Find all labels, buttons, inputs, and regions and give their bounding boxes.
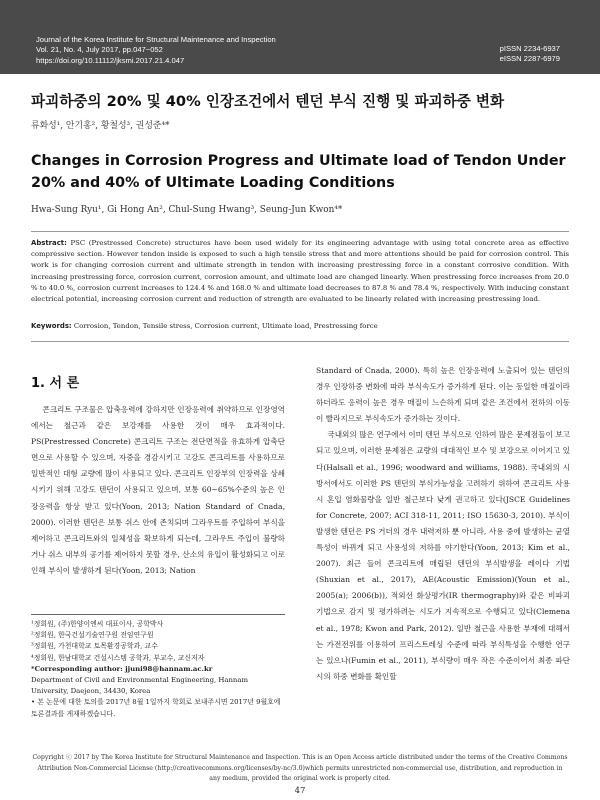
affiliation: Department of Civil and Environmental Engineering, Hannam University, Daejeon, 34430, Korea [31, 676, 249, 696]
footnote-4: ⁴정회원, 한남대학교 건설시스템 공학과, 부교수, 교신저자 [31, 653, 205, 662]
journal-name: Journal of the Korea Institute for Structural Maintenance and Inspection [36, 35, 276, 44]
keywords-bottom-rule [31, 341, 569, 342]
keywords [31, 321, 569, 332]
keywords-label: Keywords: [31, 322, 72, 330]
intro-paragraph-1-continued: Standard of Cnada, 2000). 특히 높은 인장응력에 노출되어 있는 텐던의 경우 인장하중 변화에 따라 부식속도가 증가하게 된다. 이는 동일한 매질이라 하더라도 응력이 높은 경우 매질이 느슨하게 되며 같은 조건에서 전하의 이동이 빨라지므로 부식속도가 증가하는 것이다. [316, 366, 570, 424]
issn-info [500, 44, 560, 65]
abstract-top-rule [31, 231, 569, 232]
section-heading-introduction: 1. 서 론 [31, 376, 80, 391]
korean-authors: 류화성¹, 안기홍², 황철성³, 권성준⁴* [31, 121, 170, 131]
doi-link[interactable]: https://doi.org/10.11112/jksmi.2017.21.4.047 [36, 55, 185, 65]
journal-header-banner [0, 0, 600, 74]
abstract-label: Abstract: [31, 239, 67, 247]
pissn: pISSN 2234-6937 [499, 44, 560, 53]
english-title: Changes in Corrosion Progress and Ultimate load of Tendon Under 20% and 40% of Ultimate Loading Conditions [31, 153, 566, 191]
eissn: eISSN 2287-6979 [499, 54, 560, 64]
corresponding-author: *Corresponding author: jjuni98@hannam.ac.kr [31, 664, 213, 673]
footnote-1: ¹정회원, (주)한양이엔씨 대표이사, 공학박사 [31, 620, 164, 628]
left-column-text [31, 402, 285, 579]
volume-info: Vol. 21, No. 4, July 2017, pp.047~052 [36, 45, 163, 55]
page-number: 47 [294, 786, 306, 796]
abstract [31, 238, 569, 305]
copyright-notice: Copyright ⓒ 2017 by The Korea Institute for Structural Maintenance and Inspection. This is an Open Access article distributed under the terms of the Creative Commons Attribution Non-Commercial License (http://creativecommons.org/licenses/by-nc/3.0)which permits unrestricted non-commercial use, distribution, and reproduction in any medium, provided the original work is properly cited. [32, 754, 568, 782]
abstract-text: PSC (Prestressed Concrete) structures have been used widely for its engineering advantage with using total concrete area as effective compressive section. However tendon inside is exposed to such a high tensile stress that and more attentions should be paid for corrosion control. This work is for changing corrosion current and ultimate strength in tendon with increasing prestressing force in a constant corrosive condition. With increasing prestressing force, corrosion current, corrosion amount, and ultimate load are changed linearly. When prestressing force increases from 20.0 % to 40.0 %, corrosion current increases to 124.4 % and 168.0 % and ultimate load decreases to 87.8 % and 78.4 %, respectively. With inducing constant electrical potential, increasing corrosion current and reduction of strength are evaluated to be linearly related with increasing prestressing load. [31, 239, 569, 304]
footnotes [31, 614, 285, 720]
footnote-3: ³정회원, 가천대학교 토목환경공학과, 교수 [31, 642, 158, 651]
english-authors: Hwa-Sung Ryu¹, Gi Hong An², Chul-Sung Hwang³, Seung-Jun Kwon⁴* [31, 205, 343, 215]
right-column-text [316, 363, 570, 685]
footnote-2: ²정회원, 한국건설기술연구원 전임연구원 [31, 631, 154, 640]
intro-paragraph-1: 콘크리트 구조물은 압축응력에 강하지만 인장응력에 취약하므로 인장영역에서는 철근과 같은 보강재를 사용한 것이 매우 효과적이다. PS(Prestressed Concrete) 콘크리트 구조는 전단면적을 유효하게 압축단면으로 사용할 수 있으며, 자중을 경감시키고 고강도 콘크리트를 사용하므로 일반적인 대형 교량에 많이 사용되고 있다. 콘크리트 인장부의 인장력을 상쇄시키기 위해 고강도 텐던이 사용되고 있으며, 보통 60~65%수준의 높은 인장응력을 항상 받고 있다(Yoon, 2013; Nation Standard of Cnada, 2000). 이러한 텐던은 보통 쉬스 안에 존치되며 그라우트를 주입하여 부식을 제어하고 콘크리트와의 일체성을 확보하게 되는데, 그라우트 주입이 불량하거나 쉬스 내부의 공기를 제어하지 못할 경우, 산소의 유입이 활성화되고 이로 인해 부식이 발생하게 된다(Yoon, 2013; Nation [31, 405, 285, 575]
discussion-note: • 본 논문에 대한 토의를 2017년 8월 1일까지 학회로 보내주시면 2017년 9월호에 토론결과를 게재하겠습니다. [31, 698, 281, 718]
journal-info [36, 35, 276, 66]
korean-title: 파괴하중의 20% 및 40% 인장조건에서 텐던 부식 진행 및 파괴하중 변화 [31, 93, 505, 110]
keywords-text: Corrosion, Tendon, Tensile stress, Corrosion current, Ultimate load, Prestressing force [73, 322, 378, 330]
intro-paragraph-2: 국내외의 많은 연구에서 이미 텐던 부식으로 인하여 많은 문제점들이 보고되고 있으며, 이러한 문제점은 교량의 대대적인 보수 및 보강으로 이어지고 있다(Halsall et al., 1996; woodward and williams, 1988). 국내외의 시방서에서도 이러한 PS 텐던의 부식가능성을 고려하기 위하여 콘크리트 사용시 혼입 염화물량을 일반 철근보다 낮게 권고하고 있다(JSCE Guidelines for Concrete, 2007; ACI 318-11, 2011; ISO 15630-3, 2010). 부식이 발생한 텐던은 PS 거더의 경우 내력저하 뿐 아니라, 사용 중에 발생하는 균열특성이 바뀌게 되고 사용성의 저하를 야기한다(Yoon, 2013; Kim et al., 2007). 최근 들어 콘크리트에 매립된 텐던의 부식발생을 레이다 기법(Shuxian et al., 2017), AE(Acoustic Emission)(Youn et al., 2005(a); 2006(b)), 적외선 화상평가(IR thermography)와 같은 비파괴 기법으로 감지 및 평가하려는 시도가 지속적으로 수행되고 있다(Clemena et al., 1978; Kwon and Park, 2012). 일반 철근을 사용한 부재에 대해서는 가전전위를 이용하여 프리스트레싱 수준에 따라 부식특성을 수행한 연구는 있으나(Fumin et al., 2011), 부식량이 매우 작은 수준이어서 최종 파단시의 하중 변화를 확인할 [316, 430, 570, 681]
